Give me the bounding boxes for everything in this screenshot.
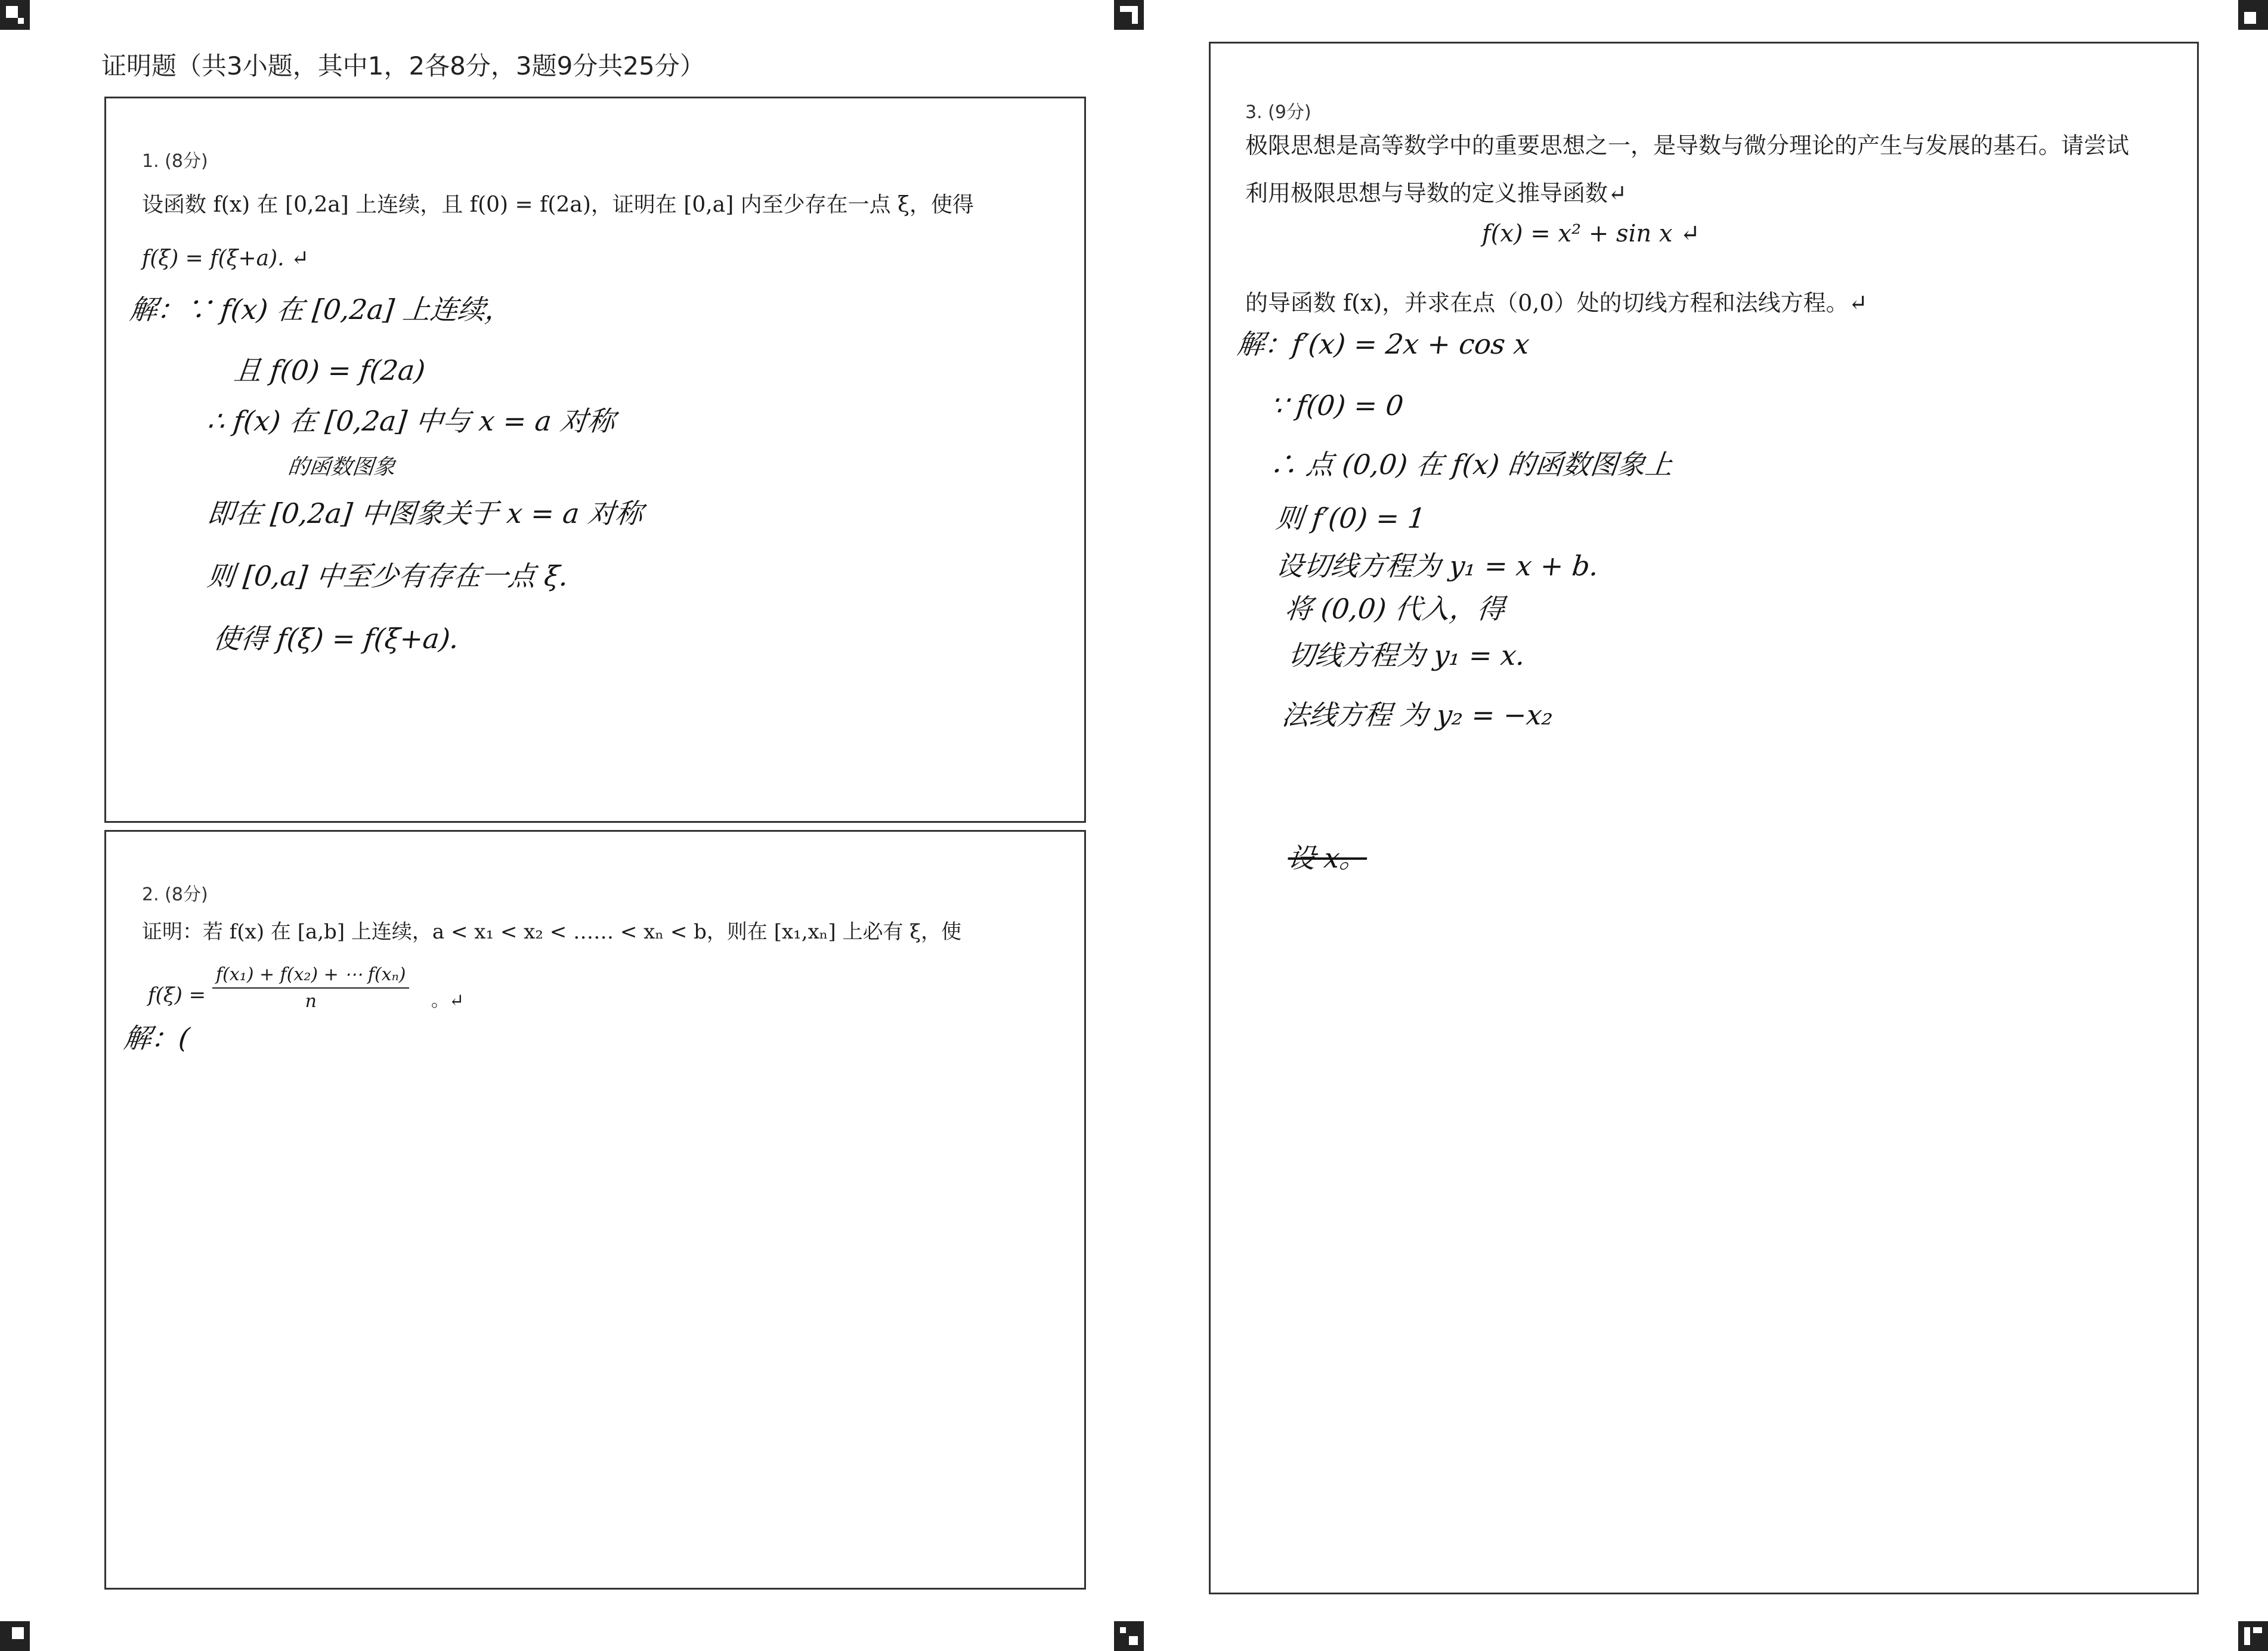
question-2-handwritten-answer: 解：( [122,1022,191,1054]
question-3-box [1209,42,2199,1594]
answer-line: 将 (0,0) 代入，得 [1283,593,1506,625]
answer-line: 使得 f(ξ) = f(ξ+a). [211,622,461,655]
answer-line: 且 f(0) = f(2a) [232,354,427,386]
registration-marker-bottom-right [2238,1621,2268,1651]
question-1-header: 1. (8分) [142,151,208,172]
answer-line: 设切线方程为 y₁ = x + b. [1274,550,1601,582]
formula-tail: 。↵ [431,990,465,1011]
question-2-header: 2. (8分) [142,884,208,905]
question-1-box [104,97,1086,823]
question-1-stem: 设函数 f(x) 在 [0,2a] 上连续，且 f(0) = f(2a)，证明在 [0,a] 内至少存在一点 ξ，使得 [142,193,974,217]
answer-line: ∵ f(0) = 0 [1268,389,1405,422]
answer-line: 解：∵ f(x) 在 [0,2a] 上连续， [128,293,515,326]
question-2-box [104,830,1086,1590]
registration-marker-top-center [1114,0,1144,30]
answer-line-crossed-out: 设 x。 [1286,842,1369,874]
question-3-stem-line3: 的导函数 f(x)，并求在点（0,0）处的切线方程和法线方程。↵ [1245,290,1868,316]
registration-marker-top-left [0,0,30,30]
registration-marker-top-right [2238,0,2268,30]
answer-line: 解：f′(x) = 2x + cos x [1235,328,1531,360]
question-3-stem-line2: 利用极限思想与导数的定义推导函数↵ [1245,180,1627,206]
fraction-denominator: n [305,991,317,1012]
registration-marker-bottom-left [0,1621,30,1651]
answer-line: 则 [0,a] 中至少有存在一点 ξ. [205,560,570,592]
question-3-header: 3. (9分) [1245,102,1311,123]
answer-line: 法线方程 为 y₂ = −x₂ [1280,699,1555,731]
formula-lhs: f(ξ) = [148,983,206,1007]
registration-marker-bottom-center [1114,1621,1144,1651]
question-3-stem: 极限思想是高等数学中的重要思想之一，是导数与微分理论的产生与发展的基石。请尝试 [1245,132,2130,159]
question-2-stem: 证明：若 f(x) 在 [a,b] 上连续，a < x₁ < x₂ < …… < xₙ < b，则在 [x₁,xₙ] 上必有 ξ，使 [142,920,962,944]
answer-line: 即在 [0,2a] 中图象关于 x = a 对称 [205,497,645,529]
answer-line: 切线方程为 y₁ = x. [1286,639,1527,671]
formula-fraction [212,964,409,1012]
section-title: 证明题（共3小题，其中1，2各8分，3题9分共25分） [101,51,705,80]
fraction-numerator: f(x₁) + f(x₂) + ⋯ f(xₙ) [212,964,409,989]
question-1-stem-conclusion: f(ξ) = f(ξ+a). ↵ [142,246,310,271]
answer-line: ∴ 点 (0,0) 在 f(x) 的函数图象上 [1268,448,1675,481]
answer-line: ∴ f(x) 在 [0,2a] 中与 x = a 对称 [205,405,617,437]
answer-line-insertion: 的函数图象 [286,455,397,479]
question-3-formula: f(x) = x² + sin x ↵ [1482,220,1700,247]
answer-line: 则 f′(0) = 1 [1274,502,1427,534]
